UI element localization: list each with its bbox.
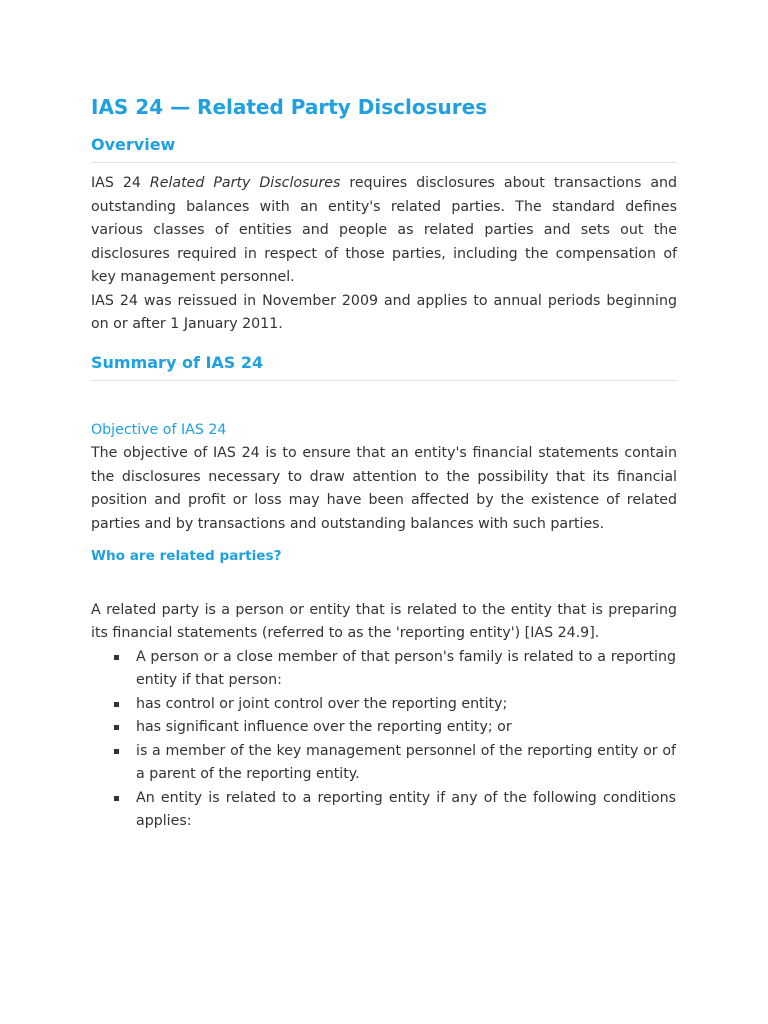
bullet-square-icon (114, 749, 119, 754)
document-title: IAS 24 — Related Party Disclosures (91, 95, 488, 119)
list-item-text: An entity is related to a reporting entity if any of the following conditions applies: (136, 789, 676, 829)
standard-name-italic: Related Party Disclosures (149, 175, 341, 191)
overview-para1-rest: requires disclosures about transactions and outstanding balances with an entity's related parties. The standard defines various classes of entities and people as related parties and sets out the disclosures required in respect of those parties, including the compensation of key management personnel. (91, 175, 678, 285)
bullet-square-icon (114, 796, 119, 801)
list-item (136, 693, 676, 717)
bullet-square-icon (114, 702, 119, 707)
related-parties-paragraph: A related party is a person or entity that is related to the entity that is preparing its financial statements (referred to as the 'reporting entity') [IAS 24.9]. (91, 601, 677, 641)
list-item-text: has control or joint control over the reporting entity; (136, 695, 508, 712)
overview-paragraph-1 (91, 172, 677, 290)
summary-heading: Summary of IAS 24 (91, 351, 677, 381)
list-item (136, 716, 676, 740)
list-item (136, 787, 676, 834)
document-page (91, 90, 677, 834)
bullet-square-icon (114, 725, 119, 730)
overview-paragraph-2: IAS 24 was reissued in November 2009 and applies to annual periods beginning on or after 1 January 2011. (91, 292, 677, 332)
related-parties-heading: Who are related parties? (91, 548, 282, 564)
overview-para1-prefix: IAS 24 (91, 175, 150, 191)
bullet-square-icon (114, 655, 119, 660)
list-item-text: A person or a close member of that person's family is related to a reporting entity if that person: (136, 648, 676, 688)
list-item-text: has significant influence over the reporting entity; or (136, 719, 512, 735)
objective-paragraph: The objective of IAS 24 is to ensure that an entity's financial statements contain the disclosures necessary to draw attention to the possibility that its financial position and profit or loss may have been affected by the existence of related parties and by transactions and outstanding balances with such parties. (91, 445, 677, 532)
related-parties-list (91, 646, 676, 834)
list-item (136, 646, 676, 693)
list-item (136, 740, 676, 787)
overview-heading: Overview (91, 133, 677, 163)
list-item-text: is a member of the key management personnel of the reporting entity or of a parent of the reporting entity. (136, 742, 676, 782)
objective-heading: Objective of IAS 24 (91, 421, 227, 438)
